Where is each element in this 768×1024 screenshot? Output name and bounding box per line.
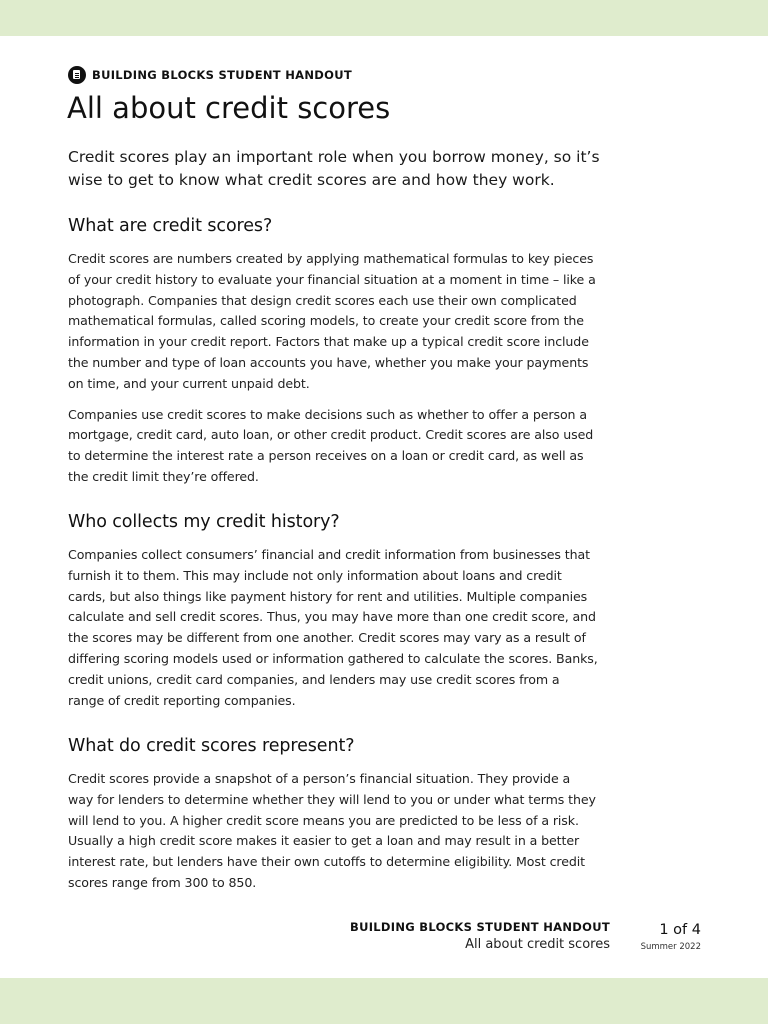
edition-date: Summer 2022 [640, 942, 701, 952]
section-who-collects-credit-history [68, 512, 598, 721]
section-heading: What are credit scores? [68, 216, 273, 236]
page-title: All about credit scores [67, 91, 391, 125]
body-paragraph: Credit scores provide a snapshot of a person’s financial situation. They provide a way for lenders to determine whether they will lend to you or under what terms they will lend to you. A higher credit score means you are predicted to be less of a risk. Usually a high credit score makes it easier to get a loan and may result in a better interest rate, but lenders have their own cutoffs to determine eligibility. Most credit scores range from 300 to 850. [68, 771, 596, 890]
page-indicator [641, 920, 701, 954]
section-what-do-credit-scores-represent [68, 736, 598, 904]
body-paragraph: Companies collect consumers’ financial and credit information from businesses that furnish it to them. This may include not only information about loans and credit cards, but also things like payment history for rent and utilities. Multiple companies calculate and sell credit scores. Thus, you may have more than one credit score, and the scores may be different from one another. Credit scores may vary as a result of differing scoring models used or information gathered to calculate the scores. Banks, credit unions, credit card companies, and lenders may use credit scores from a range of credit reporting companies. [68, 547, 598, 708]
handout-header [68, 66, 352, 84]
body-paragraph: Companies use credit scores to make decisions such as whether to offer a person a mortgage, credit card, auto loan, or other credit product. Credit scores are also used to determine the interest rate a person receives on a loan or credit card, as well as the credit limit they’re offered. [68, 406, 594, 484]
handout-page [0, 36, 768, 978]
page-footer [350, 919, 610, 955]
section-what-are-credit-scores [68, 216, 598, 498]
intro-paragraph: Credit scores play an important role when you borrow money, so it’s wise to get to know what credit scores are and how they work. [68, 148, 600, 189]
footer-subtitle: All about credit scores [465, 937, 610, 952]
page-number: 1 of 4 [659, 922, 701, 938]
body-paragraph: Credit scores are numbers created by applying mathematical formulas to key pieces of your credit history to evaluate your financial situation at a moment in time – like a photograph. Companies that design credit scores each use their own complicated mathematical formulas, called scoring models, to create your credit score from the information in your credit report. Factors that make up a typical credit score include the number and type of loan accounts you have, whether you make your payments on time, and your current unpaid debt. [68, 251, 596, 391]
handout-eyebrow: BUILDING BLOCKS STUDENT HANDOUT [92, 68, 352, 82]
footer-title: BUILDING BLOCKS STUDENT HANDOUT [350, 920, 610, 934]
section-heading: Who collects my credit history? [68, 512, 340, 532]
section-heading: What do credit scores represent? [68, 736, 355, 756]
document-icon [68, 66, 86, 84]
